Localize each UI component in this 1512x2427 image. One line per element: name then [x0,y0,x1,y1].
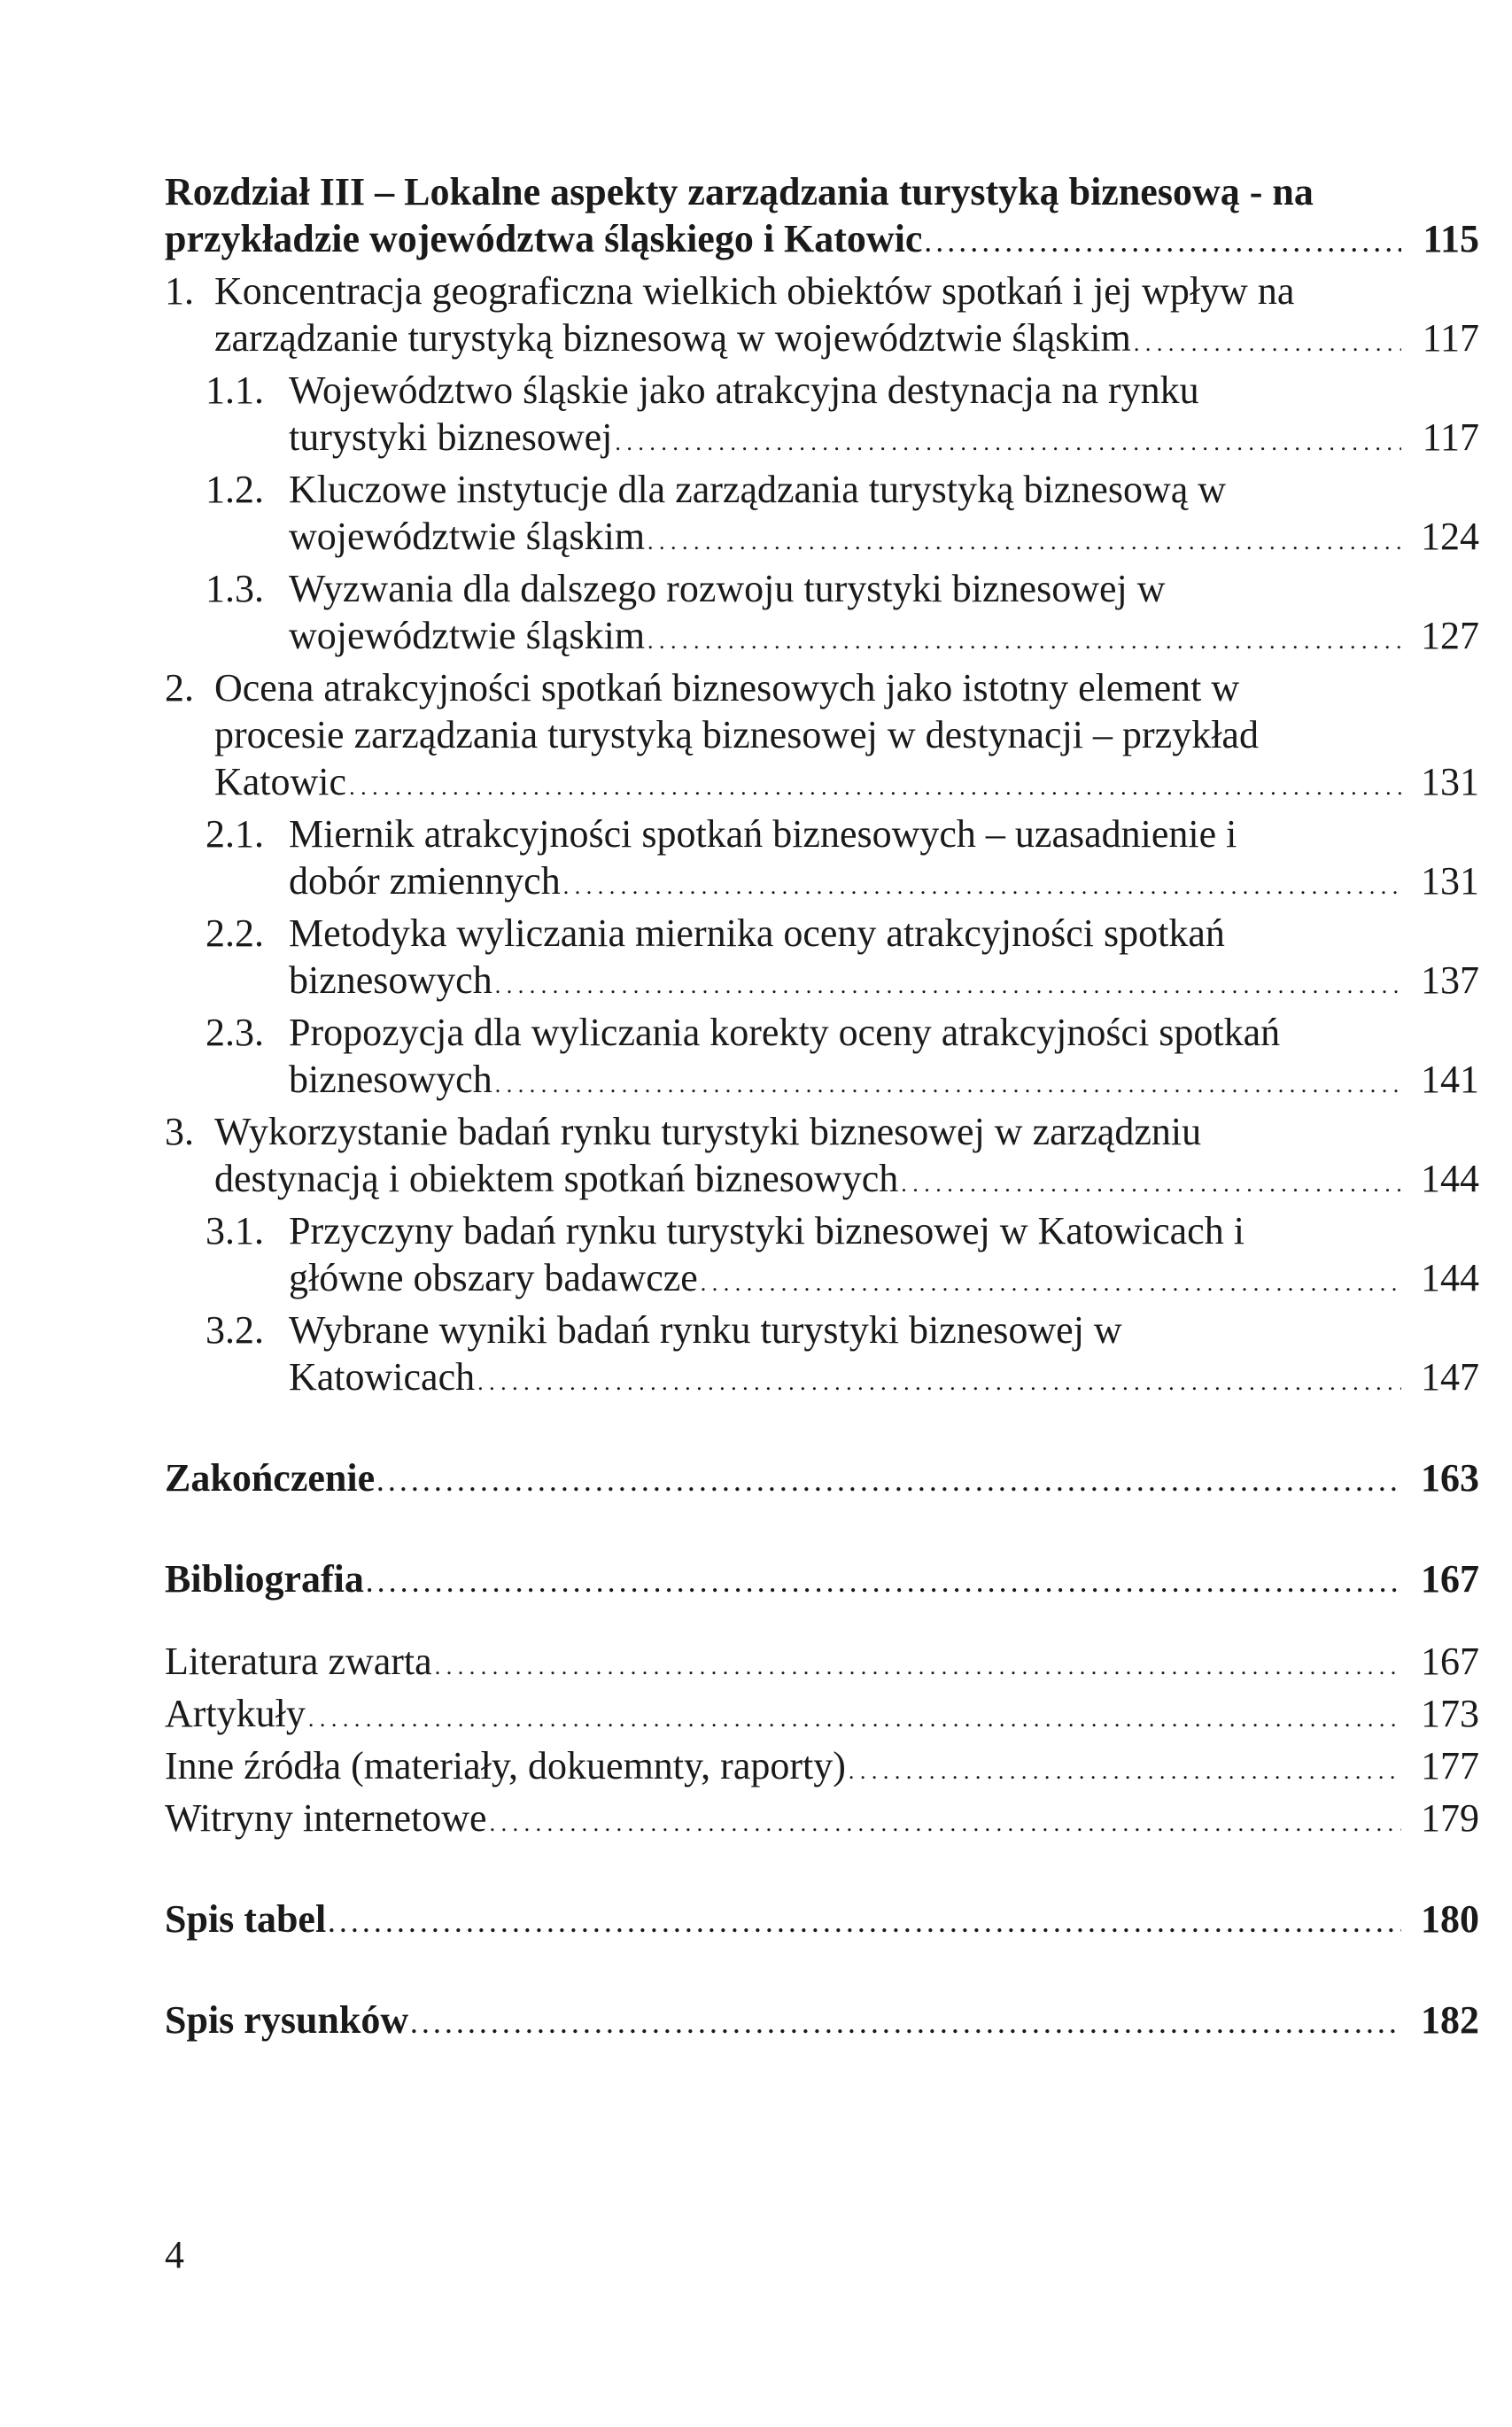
toc-section-2-2-title-line2: biznesowych [289,958,492,1002]
toc-section-1-1-number: 1.1. [205,368,264,412]
toc-witryny-page: 179 [1421,1796,1479,1840]
toc-section-2-2-page: 137 [1421,958,1479,1002]
toc-section-1 [165,268,1479,367]
toc-section-1-number: 1. [165,269,194,313]
toc-section-1-3-number: 1.3. [205,567,264,610]
dot-leader [901,1155,1401,1207]
toc-section-2-2 [165,910,1479,1009]
toc-zakonczenie-page: 163 [1421,1456,1479,1500]
toc-section-1-1-title-line1: Województwo śląskie jako atrakcyjna destynacja na rynku [289,368,1199,412]
toc-section-2-3-page: 141 [1421,1058,1479,1101]
toc-spis-tabel [165,1896,1479,1948]
toc-section-2-3 [165,1009,1479,1108]
toc-section-2-1-page: 131 [1421,859,1479,903]
toc-section-3-1-title-line1: Przyczyny badań rynku turystyki biznesowej w Katowicach i [289,1209,1244,1252]
dot-leader [495,1056,1401,1108]
dot-leader [349,758,1401,810]
toc-section-1-3-title-line2: województwie śląskim [289,614,646,657]
toc-witryny-title: Witryny internetowe [165,1796,487,1840]
toc-section-1-page: 117 [1422,316,1479,360]
toc-section-1-title-line1: Koncentracja geograficzna wielkich obiektów spotkań i jej wpływ na [214,269,1295,313]
toc-section-2-2-number: 2.2. [205,911,264,955]
toc-section-2-number: 2. [165,666,194,709]
toc-section-1-1 [165,367,1479,466]
dot-leader [377,1454,1401,1507]
toc-section-2 [165,664,1479,810]
toc-literatura-page: 167 [1421,1640,1479,1683]
dot-leader [435,1638,1401,1690]
toc-inne-zrodla [165,1742,1479,1795]
dot-leader [308,1690,1401,1742]
toc-section-1-2-page: 124 [1421,515,1479,558]
toc-section-3-1-page: 144 [1421,1256,1479,1299]
toc-chapter-3 [165,168,1479,268]
toc-spis-rysunkow-page: 182 [1421,1998,1479,2042]
toc-section-2-3-title-line2: biznesowych [289,1058,492,1101]
dot-leader [1134,314,1401,367]
toc-section-1-1-title-line2: turystyki biznesowej [289,415,613,459]
toc-section-3 [165,1108,1479,1207]
toc-artykuly-title: Artykuły [165,1692,306,1735]
toc-section-1-2 [165,466,1479,565]
toc-bibliografia-title: Bibliografia [165,1557,364,1601]
toc-spis-tabel-title: Spis tabel [165,1897,327,1941]
toc-section-3-page: 144 [1421,1157,1479,1200]
dot-leader [925,215,1401,268]
dot-leader [615,414,1401,466]
table-of-contents [165,168,1479,2049]
toc-artykuly-page: 173 [1421,1692,1479,1735]
toc-section-1-2-title-line1: Kluczowe instytucje dla zarządzania turystyką biznesową w [289,468,1227,511]
toc-chapter-3-title-line1: Rozdział III – Lokalne aspekty zarządzania turystyką biznesową - na [165,170,1314,213]
toc-section-3-1-title-line2: główne obszary badawcze [289,1256,698,1299]
dot-leader [647,612,1401,664]
toc-inne-zrodla-title: Inne źródła (materiały, dokuemnty, raporty) [165,1744,846,1787]
toc-section-1-3-page: 127 [1421,614,1479,657]
dot-leader [701,1254,1401,1307]
toc-section-2-2-title-line1: Metodyka wyliczania miernika oceny atrakcyjności spotkań [289,911,1225,955]
toc-section-3-title-line2: destynacją i obiektem spotkań biznesowych [214,1157,899,1200]
toc-section-1-2-number: 1.2. [205,468,264,511]
toc-section-3-2 [165,1307,1479,1406]
toc-section-3-2-page: 147 [1421,1355,1479,1399]
toc-spis-rysunkow [165,1997,1479,2049]
dot-leader [367,1555,1401,1608]
toc-section-3-2-title-line2: Katowicach [289,1355,476,1399]
toc-section-2-page: 131 [1421,760,1479,803]
toc-bibliografia [165,1555,1479,1608]
toc-section-3-2-number: 3.2. [205,1308,264,1352]
dot-leader [849,1742,1401,1795]
toc-section-2-3-number: 2.3. [205,1011,264,1054]
toc-section-1-3-title-line1: Wyzwania dla dalszego rozwoju turystyki biznesowej w [289,567,1166,610]
dot-leader [563,857,1401,910]
toc-chapter-3-page: 115 [1423,217,1479,260]
toc-literatura [165,1638,1479,1690]
toc-section-2-title-line3: Katowic [214,760,347,803]
toc-section-1-title-line2: zarządzanie turystyką biznesową w województwie śląskim [214,316,1131,360]
toc-section-2-1-title-line1: Miernik atrakcyjności spotkań biznesowych – uzasadnienie i [289,812,1237,856]
toc-zakonczenie-title: Zakończenie [165,1456,376,1500]
toc-inne-zrodla-page: 177 [1421,1744,1479,1787]
toc-section-2-1 [165,810,1479,910]
dot-leader [495,957,1401,1009]
toc-bibliografia-page: 167 [1421,1557,1479,1601]
toc-section-3-number: 3. [165,1110,194,1153]
toc-zakonczenie [165,1454,1479,1507]
toc-section-2-3-title-line1: Propozycja dla wyliczania korekty oceny atrakcyjności spotkań [289,1011,1281,1054]
dot-leader [329,1896,1401,1948]
toc-section-2-title-line2: procesie zarządzania turystyką biznesowej w destynacji – przykład [214,713,1259,756]
dot-leader [647,513,1401,565]
toc-section-2-1-number: 2.1. [205,812,264,856]
toc-literatura-title: Literatura zwarta [165,1640,432,1683]
toc-section-3-1-number: 3.1. [205,1209,264,1252]
toc-spis-tabel-page: 180 [1421,1897,1479,1941]
toc-artykuly [165,1690,1479,1742]
toc-spis-rysunkow-title: Spis rysunków [165,1998,409,2042]
toc-section-1-1-page: 117 [1422,415,1479,459]
toc-section-1-3 [165,565,1479,664]
toc-section-2-1-title-line2: dobór zmiennych [289,859,561,903]
dot-leader [490,1795,1401,1847]
page-number: 4 [165,2233,184,2276]
toc-witryny [165,1795,1479,1847]
toc-section-3-2-title-line1: Wybrane wyniki badań rynku turystyki biznesowej w [289,1308,1122,1352]
dot-leader [477,1353,1401,1406]
toc-section-1-2-title-line2: województwie śląskim [289,515,646,558]
toc-section-3-1 [165,1207,1479,1307]
toc-section-3-title-line1: Wykorzystanie badań rynku turystyki biznesowej w zarządzniu [214,1110,1202,1153]
toc-section-2-title-line1: Ocena atrakcyjności spotkań biznesowych jako istotny element w [214,666,1240,709]
toc-chapter-3-title-line2: przykładzie województwa śląskiego i Katowic [165,217,923,260]
dot-leader [411,1997,1401,2049]
